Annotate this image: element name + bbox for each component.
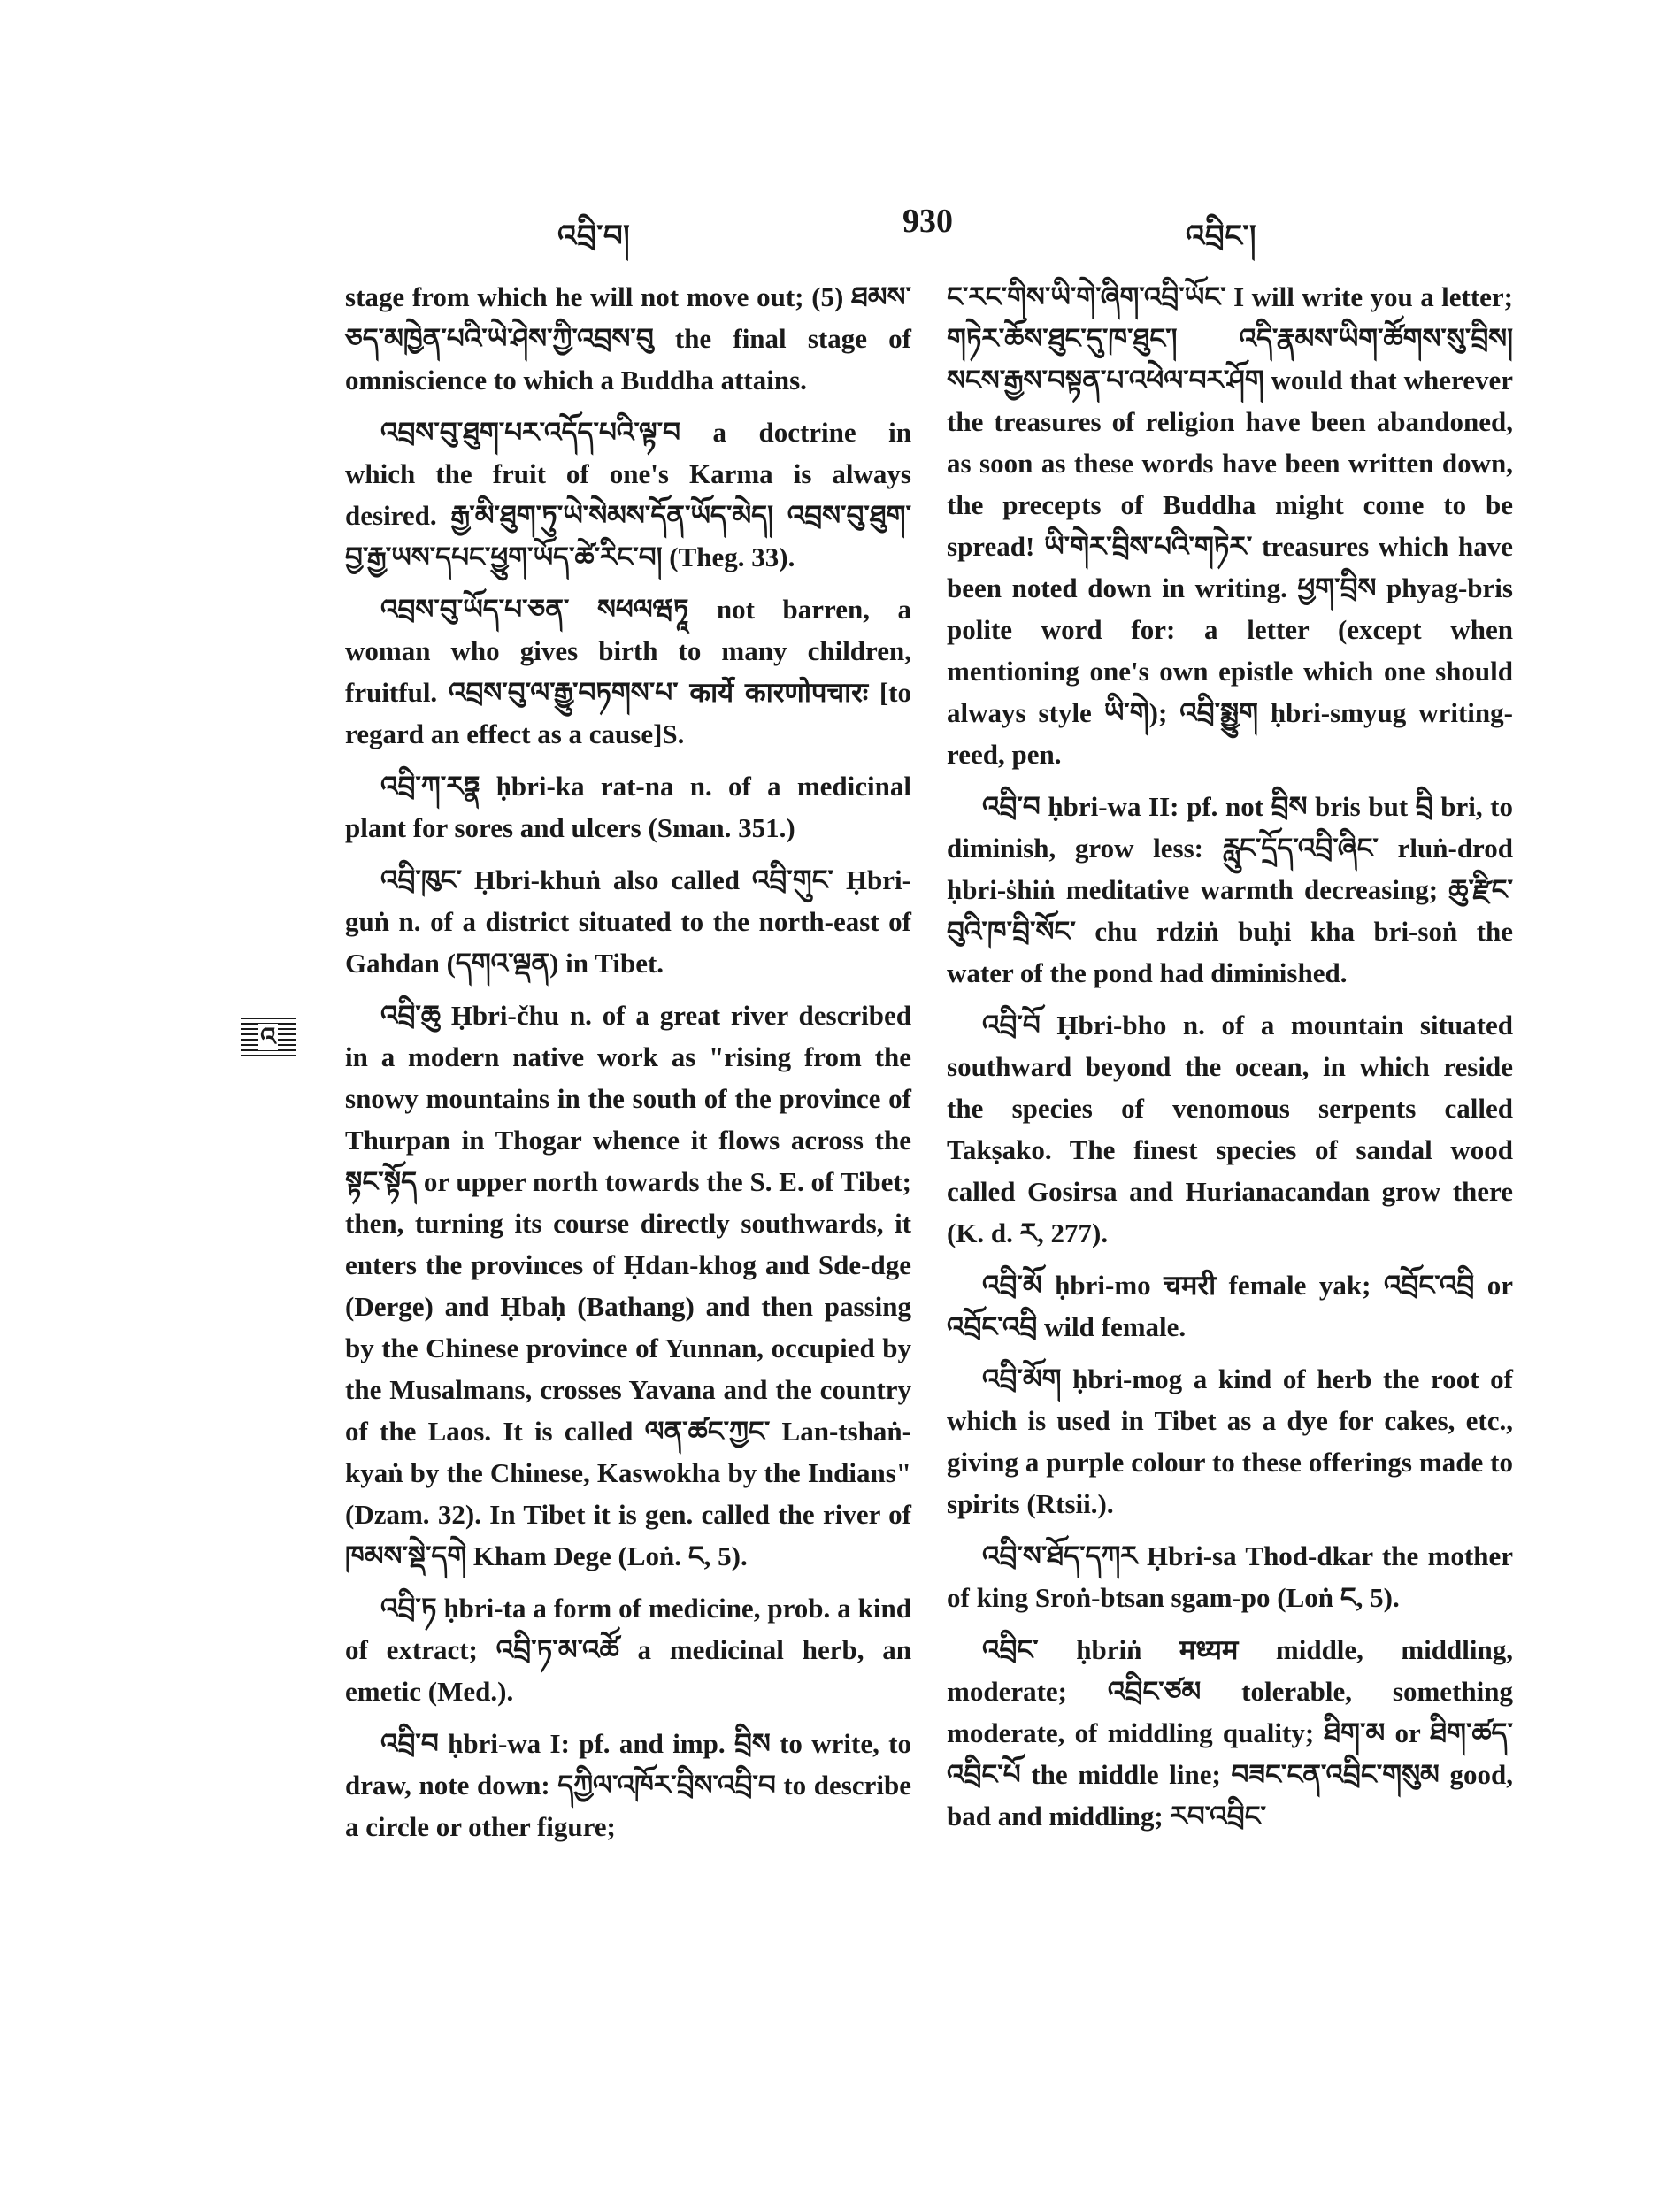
dictionary-entry: stage from which he will not move out; (5) ཐམས་ཅད་མཁྱེན་པའི་ཡེ་ཤེས་ཀྱི་འབྲས་བུ the final stage of omniscience to which a Buddha attains.: [345, 281, 911, 396]
dictionary-entry: འབྲི་མོག ḥbri-mog a kind of herb the root of which is used in Tibet as a dye for cakes, etc., giving a purple colour to these offerings made to spirits (Rtsii.).: [947, 1363, 1513, 1519]
dictionary-entry: འབྲི་མོ ḥbri-mo चमरी female yak; འབྲོང་འབྲི or འབྲོང་འབྲི wild female.: [947, 1270, 1513, 1342]
right-column: [947, 276, 1513, 1847]
left-column: [345, 276, 911, 1858]
dictionary-entry: འབྲས་བུ་ཐུག་པར་འདོད་པའི་ལྟ་བ a doctrine in which the fruit of one's Karma is always desired. རྒྱ་མི་ཐུག་ཏུ་ཡེ་སེམས་དོན་ཡོད་མེད། འབྲས་བུ་ཐུག་བྱ་རྒྱ་ཡས་དཔང་ཕྱུག་ཡོད་ཚེ་རིང་བ། (Theg. 33).: [345, 417, 911, 572]
dictionary-entry: འབྲི་ཆུ Ḥbri-čhu n. of a great river described in a modern native work as "rising from the snowy mountains in the south of the province of Thurpan in Thogar whence it flows across the སྟང་སྟོད or upper north towards the S. E. of Tibet; then, turning its course directly southwards, it enters the provinces of Ḥdan-khog and Sde-dge (Derge) and Ḥbaḥ (Bathang) and then passing by the Chinese province of Yunnan, occupied by the Musalmans, crosses Yavana and the country of the Laos. It is called ལན་ཚང་ཀྱང་ Lan-tshaṅ-kyaṅ by the Chinese, Kaswokha by the Indians" (Dzam. 32). In Tibet it is gen. called the river of ཁམས་སྡེ་དགེ Kham Dege (Loṅ. ང, 5).: [345, 1000, 911, 1571]
dictionary-entry: འབྲི་བོ Ḥbri-bho n. of a mountain situated southward beyond the ocean, in which reside the species of venomous serpents called Takṣako. The finest species of sandal wood called Gosirsa and Hurianacandan grow there (K. d. ར, 277).: [947, 1010, 1513, 1248]
left-running-headword: འབྲི་བ།: [557, 219, 631, 254]
dictionary-entry: འབྲི་ས་ཐོད་དཀར Ḥbri-sa Thod-dkar the mother of king Sroṅ-btsan sgam-po (Loṅ ང, 5).: [947, 1540, 1513, 1613]
dictionary-entry: འབྲི་བ ḥbri-wa I: pf. and imp. བྲིས to write, to draw, note down: དཀྱིལ་འཁོར་བྲིས་འབྲི་བ to describe a circle or other figure;: [345, 1728, 911, 1842]
dictionary-entry: འབྲིང་ ḥbriṅ मध्यम middle, middling, moderate; འབྲིང་ཙམ tolerable, something moderate, of middling quality; ཐིག་མ or ཐིག་ཚད་འབྲིང་པོ the middle line; བཟང་ངན་འབྲིང་གསུམ good, bad and middling; རབ་འབྲིང་: [947, 1634, 1513, 1832]
dictionary-entry: འབྲས་བུ་ཡོད་པ་ཅན་ སཕལཝཏཱ not barren, a woman who gives birth to many children, fruitful. འབྲས་བུ་ལ་རྒྱུ་བཏགས་པ་ कार्ये कारणोपचारः [to regard an effect as a cause]S.: [345, 594, 911, 749]
dictionary-entry: འབྲི་ཁུང་ Ḥbri-khuṅ also called འབྲི་གུང་ Ḥbri-guṅ n. of a district situated to the north-east of Gahdan (དགའ་ལྡན) in Tibet.: [345, 864, 911, 979]
page-number: 930: [902, 203, 953, 240]
dictionary-entry: འབྲི་ཏ ḥbri-ta a form of medicine, prob. a kind of extract; འབྲི་ཏ་མ་འཚོ a medicinal herb, an emetic (Med.).: [345, 1593, 911, 1707]
dictionary-entry: ང་རང་གིས་ཡི་གེ་ཞིག་འབྲི་ཡོང་ I will write you a letter; གཏེར་ཆོས་ཐུང་དུ་ཁ་ཐུང་། འདི་རྣམས་ཡིག་ཚོགས་སུ་བྲིས། སངས་རྒྱས་བསྟན་པ་འཕེལ་བར་ཤོག would that wherever the treasures of religion have been abandoned, as soon as these words have been written down, the precepts of Buddha might come to be spread! ཡི་གེར་བྲིས་པའི་གཏེར་ treasures which have been noted down in writing. ཕྱག་བྲིས phyag-bris polite word for: a letter (except when mentioning one's own epistle which one should always style ཡི་གེ); འབྲི་སྨྱུག ḥbri-smyug writing-reed, pen.: [947, 281, 1513, 770]
dictionary-entry: འབྲི་བ ḥbri-wa II: pf. not བྲིས bris but བྲི bri, to diminish, grow less: རླུང་དྲོད་འབྲི་ཞིང་ rluṅ-drod ḥbri-ṡhiṅ meditative warmth decreasing; ཆུ་རྫིང་བུའི་ཁ་བྲི་སོང་ chu rdziṅ buḥi kha bri-soṅ the water of the pond had diminished.: [947, 791, 1513, 988]
thumb-index-letter: འ: [260, 1022, 276, 1051]
thumb-index-tab: [241, 1018, 296, 1056]
dictionary-entry: འབྲི་ཀ་རཏྣ ḥbri-ka rat-na n. of a medicinal plant for sores and ulcers (Sman. 351.): [345, 771, 911, 843]
right-running-headword: འབྲིང་།: [1186, 219, 1257, 254]
page-header: [336, 202, 1504, 255]
